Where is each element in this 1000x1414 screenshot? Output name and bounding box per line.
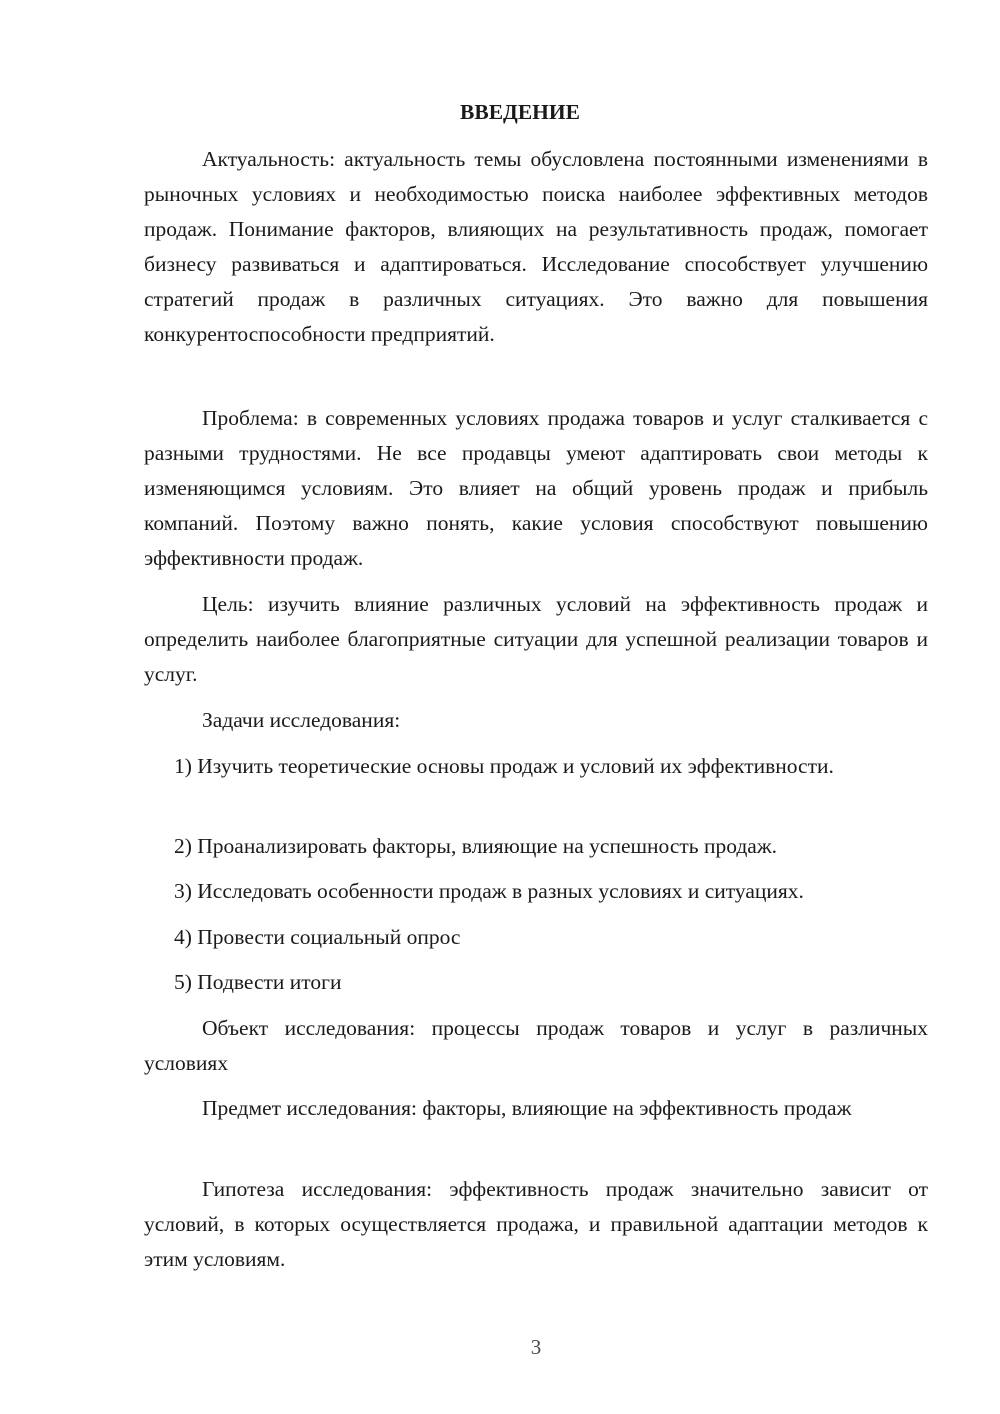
- section-title: ВВЕДЕНИЕ: [460, 100, 580, 124]
- paragraph-subject: Предмет исследования: факторы, влияющие на эффективность продаж: [202, 1096, 852, 1120]
- page-number: 3: [530, 1335, 542, 1359]
- paragraph-relevance: Актуальность: актуальность темы обусловлена постоянными изменениями в рыночных условиях и необходимостью поиска наиболее эффективных методов продаж. Понимание факторов, влияющих на результативность продаж, помогает бизнесу развиваться и адаптироваться. Исследование способствует улучшению стратегий продаж в различных ситуациях. Это важно для повышения конкурентоспособности предприятий.: [144, 147, 928, 346]
- task-item-1: 1) Изучить теоретические основы продаж и условий их эффективности.: [174, 754, 834, 778]
- task-item-2: 2) Проанализировать факторы, влияющие на успешность продаж.: [174, 834, 778, 858]
- paragraph-problem: Проблема: в современных условиях продажа товаров и услуг сталкивается с разными трудностями. Не все продавцы умеют адаптировать свои методы к изменяющимся условиям. Это влияет на общий уровень продаж и прибыль компаний. Поэтому важно понять, какие условия способствуют повышению эффективности продаж.: [144, 406, 928, 570]
- paragraph-hypothesis: Гипотеза исследования: эффективность продаж значительно зависит от условий, в которых осуществляется продажа, и правильной адаптации методов к этим условиям.: [144, 1177, 928, 1271]
- task-item-5: 5) Подвести итоги: [174, 970, 342, 994]
- tasks-heading: Задачи исследования:: [202, 708, 401, 732]
- task-item-3: 3) Исследовать особенности продаж в разных условиях и ситуациях.: [174, 879, 804, 903]
- paragraph-goal: Цель: изучить влияние различных условий на эффективность продаж и определить наиболее благоприятные ситуации для успешной реализации товаров и услуг.: [144, 592, 928, 686]
- task-item-4: 4) Провести социальный опрос: [174, 925, 461, 949]
- paragraph-object: Объект исследования: процессы продаж товаров и услуг в различных условиях: [144, 1016, 928, 1075]
